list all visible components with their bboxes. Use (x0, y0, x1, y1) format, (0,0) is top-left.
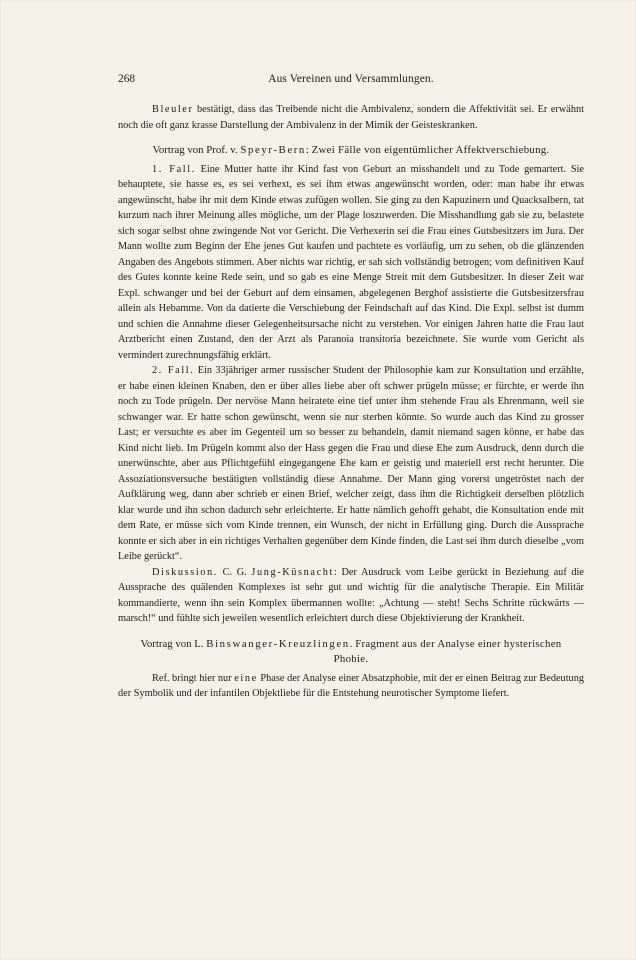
case-label: 2. Fall. (152, 365, 195, 376)
paragraph-text: Ein 33jähriger armer russischer Student der Philosophie kam zur Konsultation und erzählte, er habe einen kleinen Knaben, den er über alles liebe aber oft schwer prügeln müsse; er fürchte, er werde ihn noch zu Tode prügeln. Der nervöse Mann heiratete eine tief unter ihm stehende Frau als Ehrenmann, weil sie schwanger war. Er hatte schon gewünscht, wenn sie nur sterben könnte. So wurde auch das Kind zu grosser Last; er versuchte es aber im Gegenteil um so besser zu behandeln, damit niemand sagen könne, er habe das Kind nicht lieb. Im Prügeln kommt also der Hass gegen die Frau und diese Ehe zum Ausdruck, denn durch die unerwünschte, aber aus Pflichtgefühl eingegangene Ehe kam er geistig und materiell erst recht herunter. Die Assoziationsversuche bestätigten vollständig diese Annahme. Der Mann ging vorerst ungetröstet nach der Aufklärung weg, dann aber schrieb er einen Brief, welcher zeigt, dass ihm die Richtigkeit derselben plötzlich klar wurde und ihn schon dadurch sehr erleichterte. Er hatte nämlich gehofft gehabt, die Konsultation ende mit dem Rate, er müsse sich vom Kinde trennen, ein Wunsch, der nicht in Erfüllung ging. Durch die Aussprache konnte er sich aber in ein richtiges Verhalten gegenüber dem Kinde finden, die Last sei ihm durch dieselbe „vom Leibe gerückt“. (118, 365, 584, 562)
paragraph-text: Phase der Analyse einer Absatzphobie, mit der er einen Beitrag zur Bedeutung der Symbolik und der infantilen Objektliebe für die Entstehung neurotischer Symptome liefert. (118, 672, 584, 699)
heading-prefix: Vortrag von L. (140, 637, 207, 650)
paragraph-text: : Der Ausdruck vom Leibe gerückt in Beziehung auf die Aussprache des quälenden Komplexes ist sehr gut und wichtig für die analytische Therapie. Ein Militär kommandierte, wenn ihn sein Komplex übermannen wollte: „Achtung — steht! Sechs Schritte rückwärts — marsch!“ und fühlte sich jeweilen wesentlich erleichtert durch diese Objektivierung der Krankheit. (118, 566, 584, 624)
running-title: Aus Vereinen und Versammlungen. (268, 73, 434, 85)
heading-colon: : (305, 144, 312, 156)
heading-dot: . (349, 637, 356, 650)
case-label: 1. Fall. (152, 163, 196, 175)
paragraph-fall-2 (118, 363, 584, 565)
page-header (118, 71, 584, 87)
heading-title: Fragment aus der Analyse einer hysterischen Phobie. (333, 637, 562, 665)
paragraph-text: Ref. bringt hier nur (152, 672, 235, 684)
emphasis: eine (234, 672, 258, 684)
body-text (118, 102, 584, 702)
lecture-heading-binswanger (118, 637, 584, 668)
paragraph-bleuler (118, 102, 584, 133)
discussion-label: Diskussion. (152, 566, 218, 578)
paragraph-binswanger (118, 671, 584, 702)
heading-title: Zwei Fälle von eigentümlicher Affektverschiebung. (311, 144, 550, 156)
heading-author: Speyr-Bern (240, 144, 306, 156)
paragraph-fall-1 (118, 162, 584, 364)
speaker-name: Bleuler (152, 104, 194, 115)
heading-author: Binswanger-Kreuzlingen (206, 637, 350, 650)
speaker-name: Jung-Küsnacht (251, 566, 334, 578)
paragraph-diskussion (118, 565, 584, 627)
discussion-initials: C. G. (217, 566, 252, 578)
lecture-heading-speyr (118, 143, 584, 159)
page-number: 268 (118, 73, 136, 85)
paragraph-text: bestätigt, dass das Treibende nicht die Ambivalenz, sondern die Affektivität sei. Er erwähnt noch die oft ganz krasse Darstellung der Ambivalenz in der Mimik der Geisteskranken. (118, 104, 584, 131)
paragraph-text: Eine Mutter hatte ihr Kind fast von Geburt an misshandelt und zu Tode gemartert. Sie behauptete, sie hasse es, es sei verhext, es sei ihm etwas angewünscht worden, oder: man habe ihr etwas angewünscht, habe ihr mit dem Kinde etwas zufügen wollen. Sie ging zu den Kapuzinern und Quacksalbern, tat kurzum nach ihrer Meinung alles mögliche, um der Plage loszuwerden. Die Misshandlung gab sie zu, belastete sich sogar selbst ohne zwingende Not vor Gericht. Die Verhexerin sei die Frau eines Gutsbesitzers im Jura. Der Mann wollte zum Beginn der Ehe jenes Gut kaufen und pachtete es vorläufig, um zu sehen, ob die glänzenden Angaben des Angebots stimmen. Aber nichts war richtig, er sah sich vollständig betrogen; vom definitiven Kauf des Gutes konnte keine Rede sein, und so gab es eine Menge Streit mit dem Gutsbesitzer. In dieser Zeit war Expl. schwanger und bei der Geburt auf dem einsamen, abgelegenen Berghof assistierte die Gutsbesitzersfrau allein als Hebamme. Von da datierte die Verschiebung der Feindschaft auf das Kind. Die Expl. selbst ist dumm und schien die Annahme dieser Gelegenheitsursache nicht zu verstehen. Vor einigen Jahren hatte die Frau laut Arztbericht einen Zustand, den der Arzt als Paranoia transitoria bezeichnete. Sie wurde vom Gericht als vermindert zurechnungsfähig erklärt. (118, 163, 584, 361)
heading-prefix: Vortrag von Prof. v. (152, 144, 241, 156)
